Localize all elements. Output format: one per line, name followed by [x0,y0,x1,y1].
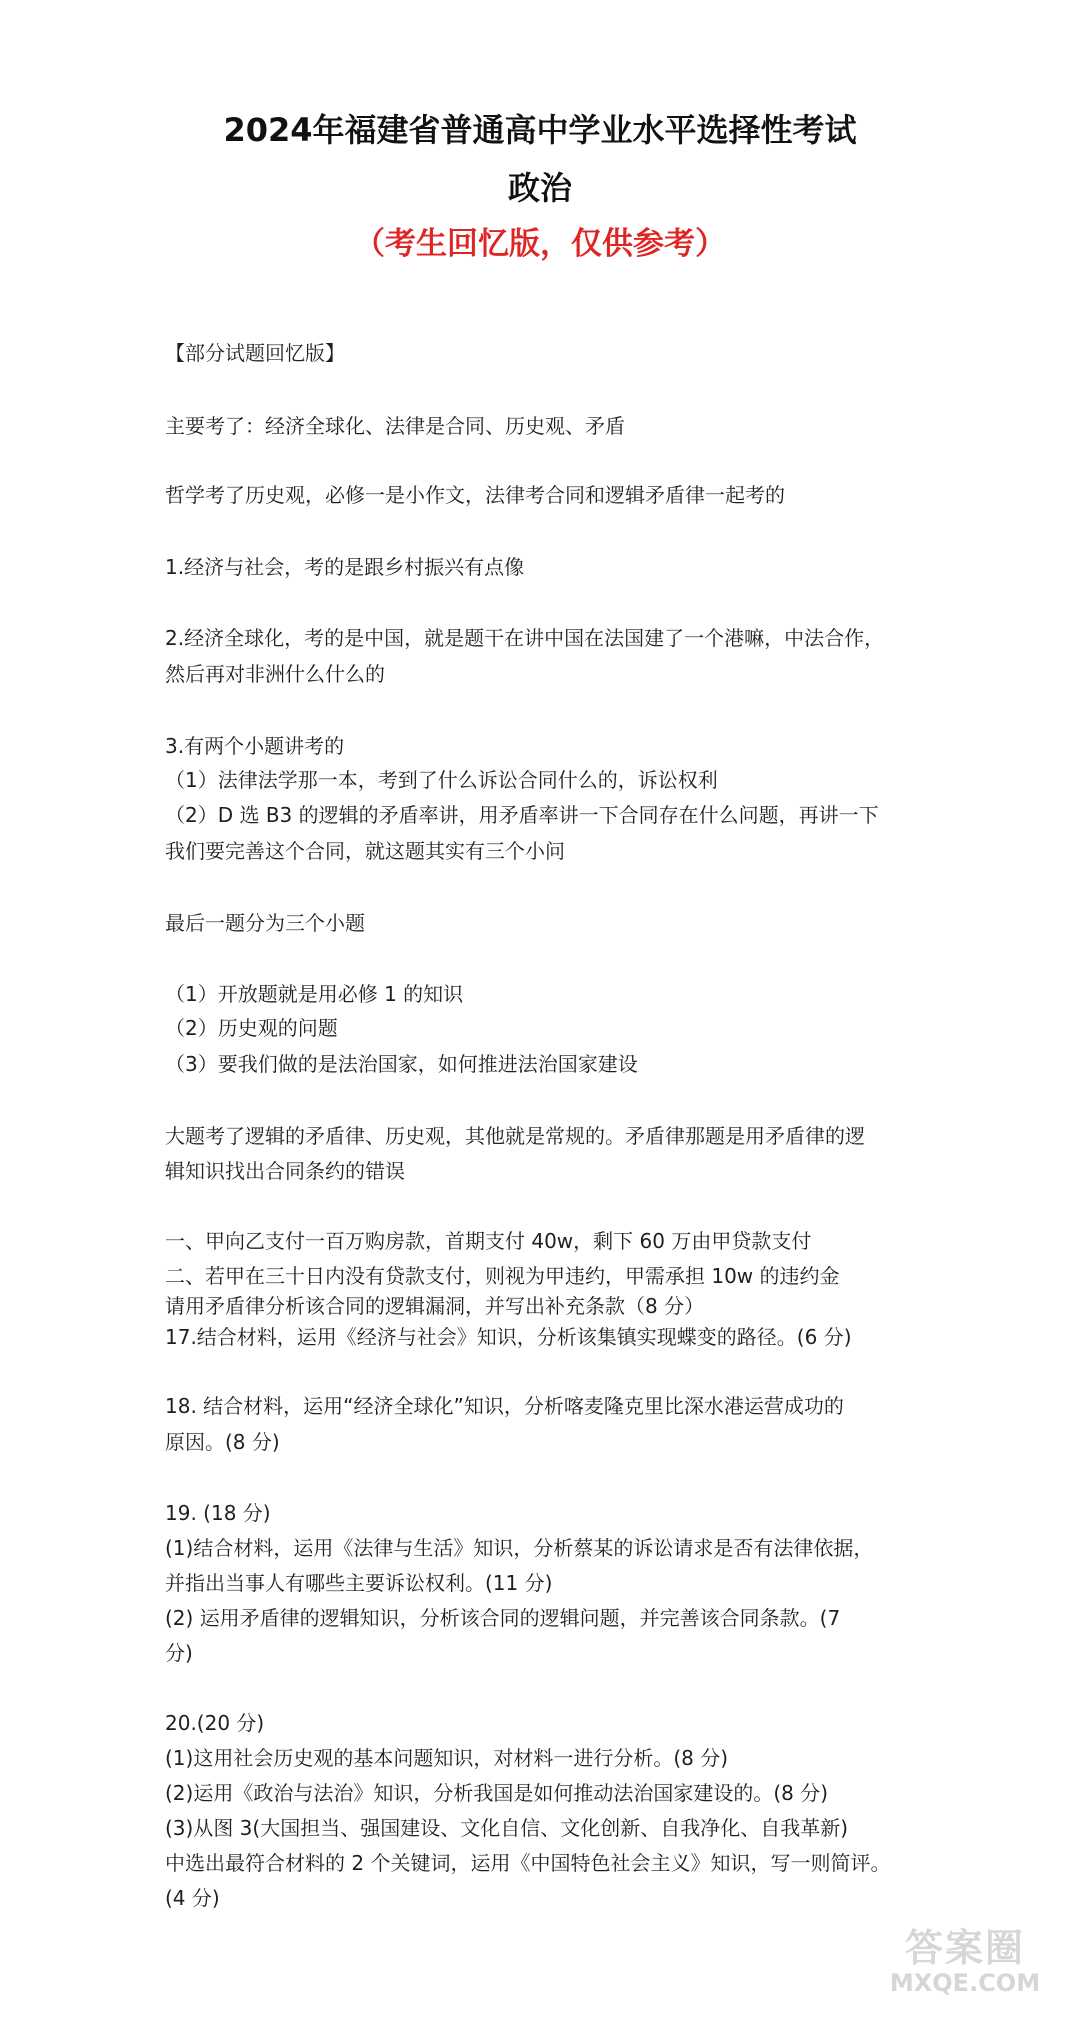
text-line: 二、若甲在三十日内没有贷款支付，则视为甲违约，甲需承担 10w 的违约金 [165,1264,840,1288]
text-line: (2) 运用矛盾律的逻辑知识，分析该合同的逻辑问题，并完善该合同条款。(7 [165,1606,841,1630]
text-line: （2）历史观的问题 [165,1016,338,1040]
watermark-top-text: 答案圈 [904,1926,1025,1970]
text-line: (3)从图 3(大国担当、强国建设、文化自信、文化创新、自我净化、自我革新) [165,1816,849,1840]
text-line: 17.结合材料，运用《经济与社会》知识，分析该集镇实现蝶变的路径。(6 分) [165,1325,852,1349]
text-line: 3.有两个小题讲考的 [165,734,345,758]
text-line: 一、甲向乙支付一百万购房款，首期支付 40w，剩下 60 万由甲贷款支付 [165,1229,812,1253]
text-line: (1)结合材料，运用《法律与生活》知识，分析蔡某的诉讼请求是否有法律依据， [165,1536,874,1560]
text-line: 哲学考了历史观，必修一是小作文，法律考合同和逻辑矛盾律一起考的 [165,483,785,507]
text-line: (4 分) [165,1886,220,1910]
text-line: （2）D 选 B3 的逻辑的矛盾率讲，用矛盾率讲一下合同存在什么问题，再讲一下 [165,803,879,827]
text-line: 然后再对非洲什么什么的 [165,662,385,686]
text-line: (1)这用社会历史观的基本问题知识，对材料一进行分析。(8 分) [165,1746,729,1770]
document-title: 2024年福建省普通高中学业水平选择性考试 [223,111,857,149]
watermark-bottom-text: MXQE.COM [889,1969,1041,1997]
text-line: 原因。(8 分) [165,1430,280,1454]
text-line: 最后一题分为三个小题 [165,911,365,935]
document-note: （考生回忆版，仅供参考） [354,226,726,262]
text-line: 18. 结合材料，运用“经济全球化”知识，分析喀麦隆克里比深水港运营成功的 [165,1394,844,1418]
text-line: 分) [165,1641,193,1665]
text-line: 大题考了逻辑的矛盾律、历史观，其他就是常规的。矛盾律那题是用矛盾律的逻 [165,1124,865,1148]
text-line: 20.(20 分) [165,1711,265,1735]
text-line: 辑知识找出合同条约的错误 [165,1159,405,1183]
text-line: 中选出最符合材料的 2 个关键词，运用《中国特色社会主义》知识，写一则简评。 [165,1851,891,1875]
text-line: 请用矛盾律分析该合同的逻辑漏洞，并写出补充条款（8 分） [165,1294,705,1318]
text-line: 2.经济全球化，考的是中国，就是题干在讲中国在法国建了一个港嘛，中法合作， [165,626,885,650]
text-line: （1）法律法学那一本，考到了什么诉讼合同什么的，诉讼权利 [165,768,718,792]
text-line: 【部分试题回忆版】 [165,341,345,365]
text-line: （3）要我们做的是法治国家，如何推进法治国家建设 [165,1052,638,1076]
text-line: 19. (18 分) [165,1501,271,1525]
text-line: （1）开放题就是用必修 1 的知识 [165,982,464,1006]
text-line: 我们要完善这个合同，就这题其实有三个小问 [165,839,565,863]
document-subject: 政治 [507,169,572,207]
text-line: (2)运用《政治与法治》知识，分析我国是如何推动法治国家建设的。(8 分) [165,1781,829,1805]
text-line: 主要考了：经济全球化、法律是合同、历史观、矛盾 [165,414,625,438]
text-line: 并指出当事人有哪些主要诉讼权利。(11 分) [165,1571,553,1595]
watermark-logo [880,1917,1050,2002]
text-line: 1.经济与社会，考的是跟乡村振兴有点像 [165,555,525,579]
